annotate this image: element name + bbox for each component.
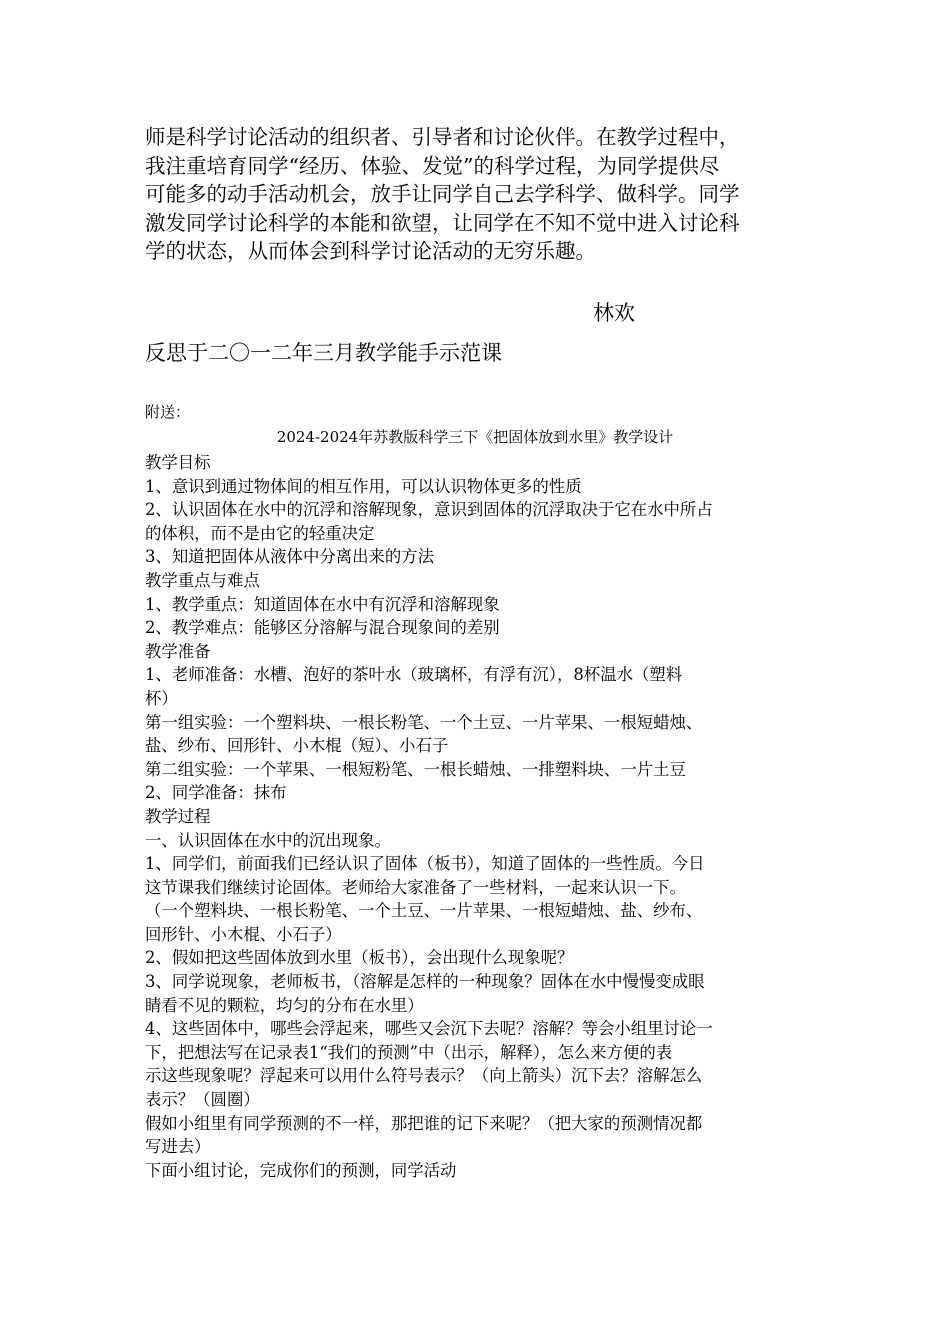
intro-paragraph (145, 123, 810, 266)
intro-line: 激发同学讨论科学的本能和欲望，让同学在不知不觉中进入讨论科 (145, 210, 740, 235)
body-line: 3、同学说现象，老师板书，（溶解是怎样的一种现象？固体在水中慢慢变成眼 (145, 972, 705, 992)
body-line: 的体积，而不是由它的轻重决定 (145, 523, 375, 543)
body-line: 2、同学准备：抹布 (145, 783, 287, 803)
body-line: 教学准备 (145, 641, 211, 661)
body-line: 4、这些固体中，哪些会浮起来，哪些又会沉下去呢？溶解？等会小组里讨论一 (145, 1019, 713, 1039)
body-line: 下面小组讨论，完成你们的预测，同学活动 (145, 1160, 457, 1180)
reflection-note: 反思于二〇一二年三月教学能手示范课 (145, 341, 502, 365)
body-line: 第二组实验：一个苹果、一根短粉笔、一根长蜡烛、一排塑料块、一片土豆 (145, 759, 686, 779)
body-line: 2、认识固体在水中的沉浮和溶解现象，意识到固体的沉浮取决于它在水中所占 (145, 500, 713, 520)
lesson-plan-title: 2024-2024年苏教版科学三下《把固体放到水里》教学设计 (276, 428, 674, 446)
body-line: 1、老师准备：水槽、泡好的茶叶水（玻璃杯，有浮有沉），8杯温水（塑料 (145, 665, 683, 685)
body-line: 1、意识到通过物体间的相互作用，可以认识物体更多的性质 (145, 476, 582, 496)
body-line: 一、认识固体在水中的沉出现象。 (145, 830, 391, 850)
body-line: （一个塑料块、一根长粉笔、一个土豆、一片苹果、一根短蜡烛、盐、纱布、 (145, 901, 703, 921)
body-line: 2、假如把这些固体放到水里（板书），会出现什么现象呢？ (145, 948, 574, 968)
body-line: 2、教学难点：能够区分溶解与混合现象间的差别 (145, 618, 500, 638)
body-line: 写进去） (145, 1137, 211, 1157)
body-line: 1、同学们，前面我们已经认识了固体（板书），知道了固体的一些性质。今日 (145, 854, 705, 874)
body-line: 教学重点与难点 (145, 570, 260, 590)
body-line: 3、知道把固体从液体中分离出来的方法 (145, 547, 435, 567)
appendix-label: 附送： (145, 403, 191, 421)
body-line: 杯） (145, 688, 178, 708)
body-line: 教学过程 (145, 806, 211, 826)
body-line: 第一组实验：一个塑料块、一根长粉笔、一个土豆、一片苹果、一根短蜡烛、 (145, 712, 703, 732)
body-line: 这节课我们继续讨论固体。老师给大家准备了一些材料，一起来认识一下。 (145, 877, 686, 897)
body-line: 回形针、小木棍、小石子） (145, 924, 342, 944)
body-line: 教学目标 (145, 453, 211, 472)
intro-line: 学的状态，从而体会到科学讨论活动的无穷乐趣。 (145, 239, 596, 263)
body-line: 表示？（圆圈） (145, 1090, 260, 1110)
body-line: 假如小组里有同学预测的不一样，那把谁的记下来呢？（把大家的预测情况都 (145, 1113, 703, 1133)
body-line: 睛看不见的颗粒，均匀的分布在水里） (145, 995, 424, 1015)
intro-line: 师是科学讨论活动的组织者、引导者和讨论伙伴。在教学过程中， (145, 125, 740, 149)
intro-line: 可能多的动手活动机会，放手让同学自己去学科学、做科学。同学 (145, 182, 740, 206)
body-line: 盐、纱布、回形针、小木棍（短）、小石子 (145, 736, 449, 756)
body-line: 1、教学重点：知道固体在水中有沉浮和溶解现象 (145, 594, 500, 614)
author-name: 林欢 (593, 301, 635, 325)
lesson-plan-body (145, 451, 810, 1182)
body-line: 示这些现象呢？浮起来可以用什么符号表示？（向上箭头）沉下去？溶解怎么 (145, 1066, 703, 1086)
body-line: 下，把想法写在记录表1“我们的预测”中（出示，解释），怎么来方便的表 (145, 1042, 673, 1062)
intro-line: 我注重培育同学“经历、体验、发觉”的科学过程，为同学提供尽 (145, 153, 720, 178)
